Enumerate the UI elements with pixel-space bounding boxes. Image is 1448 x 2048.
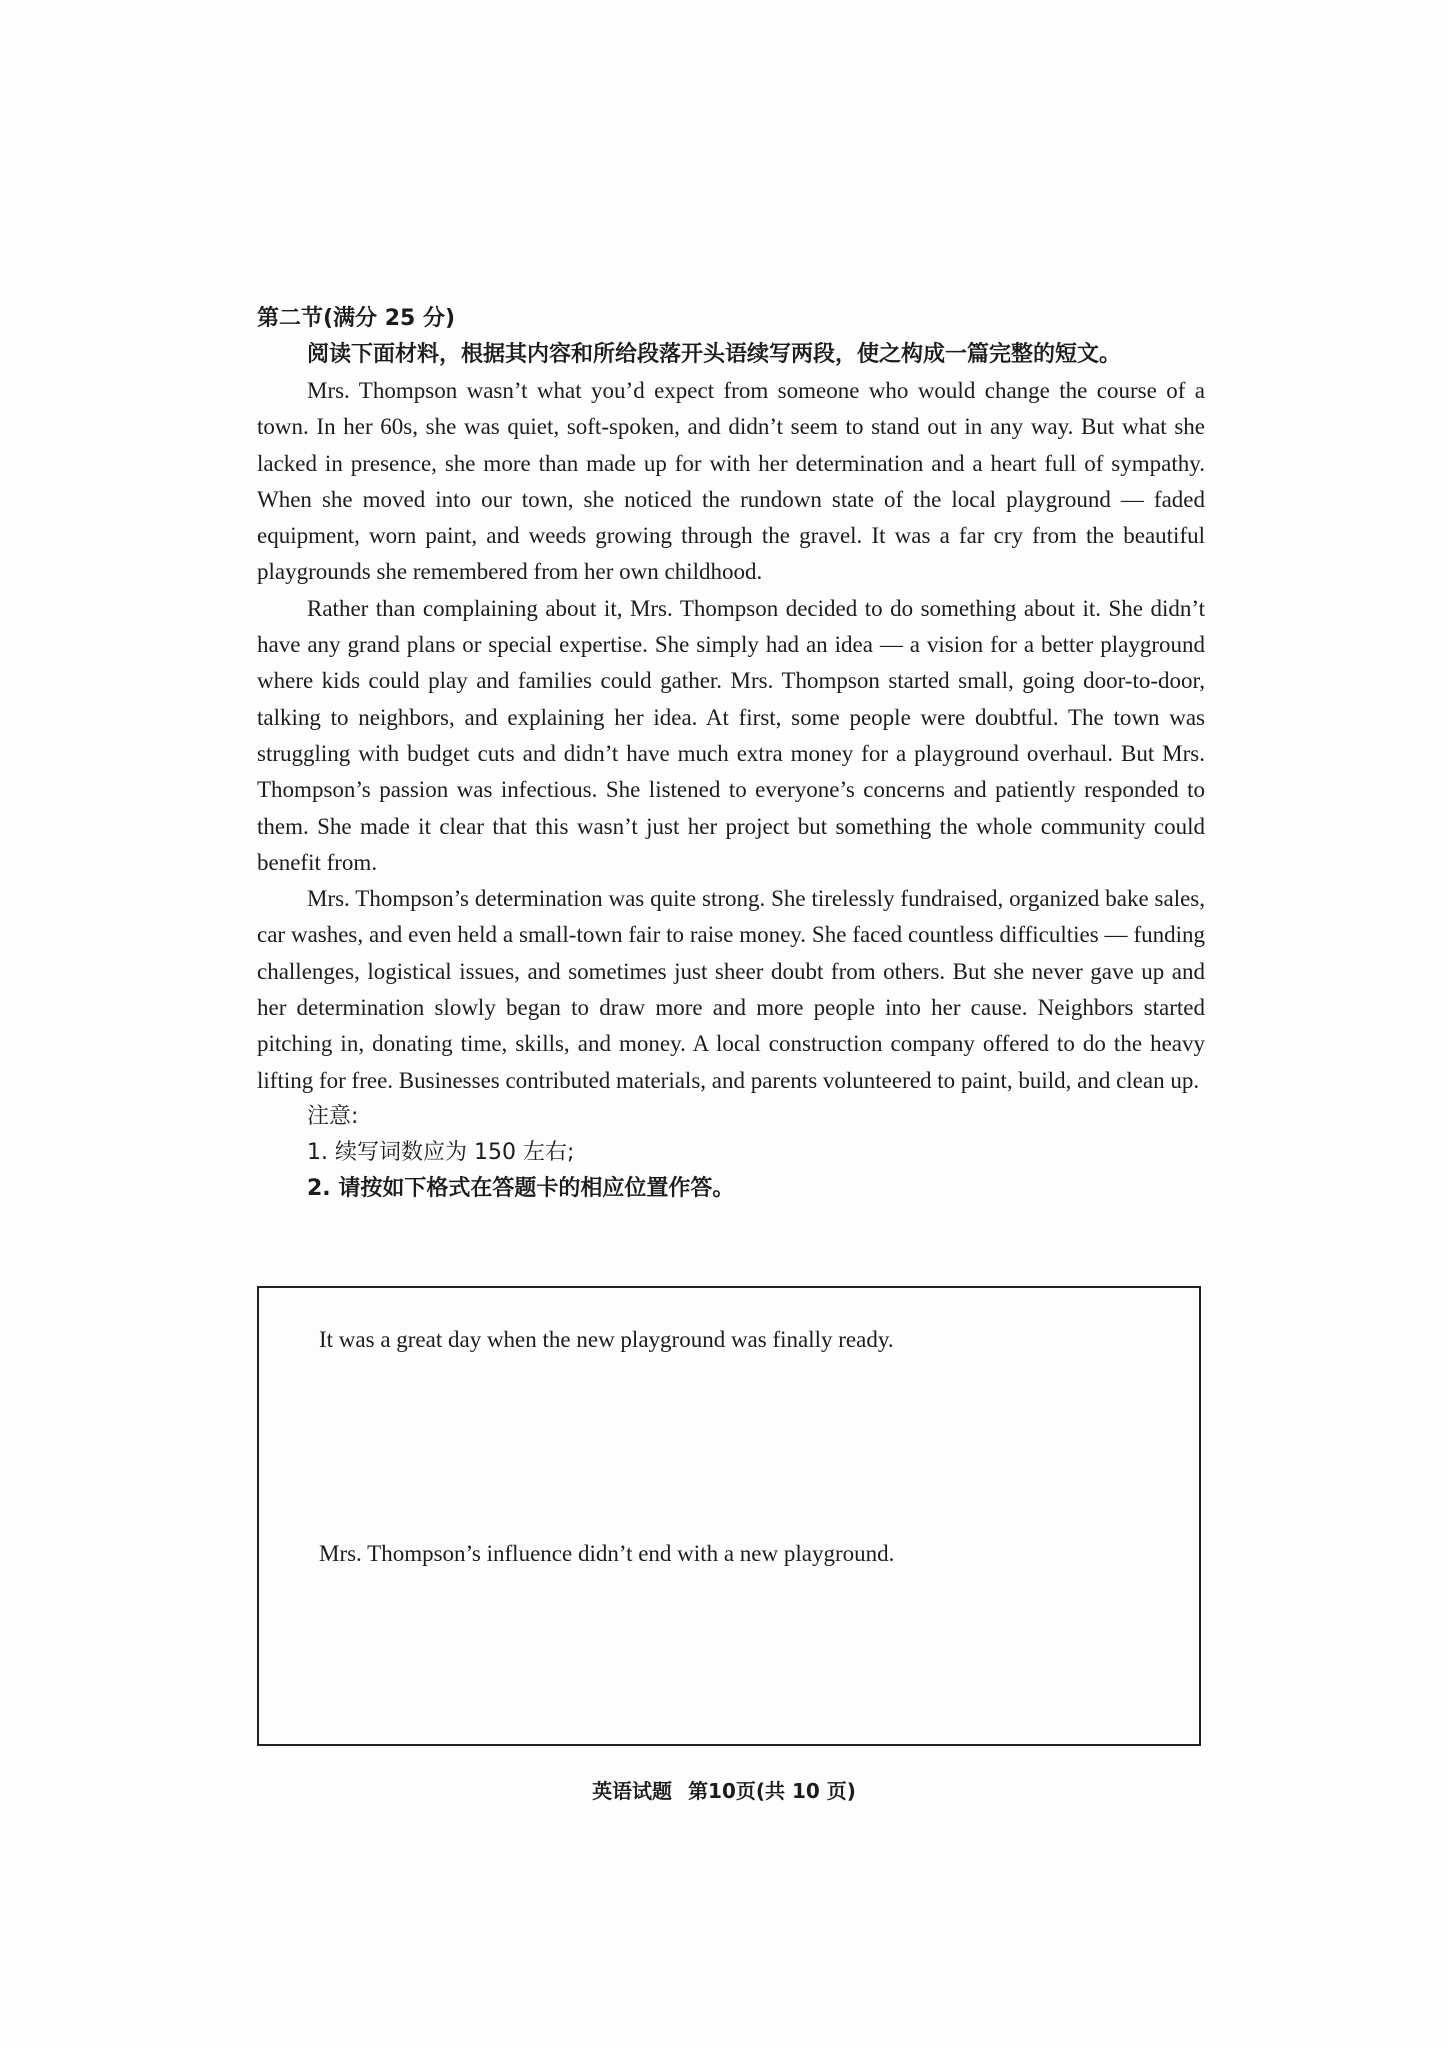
footer-subject: 英语试题 (592, 1779, 673, 1803)
instruction-text: 阅读下面材料，根据其内容和所给段落开头语续写两段，使之构成一篇完整的短文。 (307, 342, 1122, 367)
paragraph-opener-1: It was a great day when the new playground was finally ready. (319, 1327, 894, 1352)
note-item-2: 2. 请按如下格式在答题卡的相应位置作答。 (307, 1175, 735, 1201)
passage-paragraph-2: Rather than complaining about it, Mrs. Thompson decided to do something about it. She didn’t have any grand plans or special expertise. She simply had an idea — a vision for a better playground where kids could play and families could gather. Mrs. Thompson started small, going door-to-door, talking to neighbors, and explaining her idea. At first, some people were doubtful. The town was struggling with budget cuts and didn’t have much extra money for a playground overhaul. But Mrs. Thompson’s passion was infectious. She listened to everyone’s concerns and patiently responded to them. She made it clear that this wasn’t just her project but something the whole community could benefit from. (257, 595, 1205, 875)
passage-paragraph-1: Mrs. Thompson wasn’t what you’d expect from someone who would change the course of a town. In her 60s, she was quiet, soft-spoken, and didn’t seem to stand out in any way. But what she lacked in presence, she more than made up for with her determination and a heart full of sympathy. When she moved into our town, she noticed the rundown state of the local playground — faded equipment, worn paint, and weeds growing through the gravel. It was a far cry from the beautiful playgrounds she remembered from her own childhood. (257, 378, 1205, 585)
question-content (257, 301, 1205, 1207)
page-footer (0, 1776, 1448, 1806)
notes-heading: 注意: (307, 1103, 359, 1129)
paragraph-opener-2: Mrs. Thompson’s influence didn’t end with a new playground. (319, 1541, 895, 1566)
passage-paragraph-3: Mrs. Thompson’s determination was quite strong. She tirelessly fundraised, organized bake sales, car washes, and even held a small-town fair to raise money. She faced countless difficulties — funding challenges, logistical issues, and sometimes just sheer doubt from others. But she never gave up and her determination slowly began to draw more and more people into her cause. Neighbors started pitching in, donating time, skills, and money. A local construction company offered to do the heavy lifting for free. Businesses contributed materials, and parents volunteered to paint, build, and clean up. (257, 886, 1205, 1093)
section-title: 第二节(满分 25 分) (257, 306, 456, 331)
answer-box (257, 1286, 1201, 1746)
note-item-1: 1. 续写词数应为 150 左右; (307, 1139, 575, 1165)
footer-page-number: 第10页(共 10 页) (688, 1779, 856, 1803)
